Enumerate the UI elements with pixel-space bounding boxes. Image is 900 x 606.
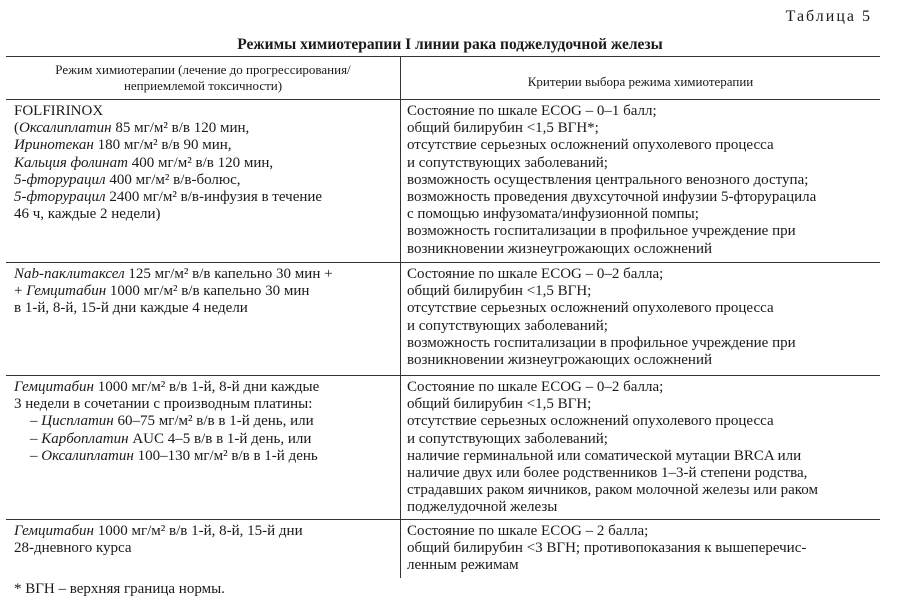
- drug-name: Оксалиплатин: [19, 120, 112, 137]
- criteria-gemcitabine-mono: Состояние по шкале ECOG – 2 балла; общий билирубин <3 ВГН; противопоказания к вышеперечис- ленным режимам: [407, 523, 807, 574]
- header-regimen-line: Режим химиотерапии (лечение до прогрессирования/: [55, 62, 351, 77]
- header-regimen: [6, 62, 400, 94]
- criteria-gemcitabine-platinum: Состояние по шкале ECOG – 0–2 балла; общий билирубин <1,5 ВГН; отсутствие серьезных осложнений опухолевого процесса и сопутствующих заболеваний; наличие герминальной или соматической мутации BRCA или наличие двух или более родственников 1–3-й степени родства, страдавших раком яичников, раком молочной железы или раком поджелудочной железы: [407, 379, 818, 516]
- table-number: Таблица 5: [785, 8, 872, 25]
- row-divider: [6, 375, 880, 376]
- drug-name: 5-фторурацил: [14, 189, 106, 206]
- regimen-folfirinox: FOLFIRINOX (Оксалиплатин 85 мг/м² в/в 120 мин, Иринотекан 180 мг/м² в/в 90 мин, Кальция фолинат 400 мг/м² в/в 120 мин, 5-фторурацил 400 мг/м² в/в-болюс, 5-фторурацил 2400 мг/м² в/в-инфузия в течение 46 ч, каждые 2 недели): [14, 103, 323, 223]
- footnote: * ВГН – верхняя граница нормы.: [14, 581, 225, 597]
- regimen-title: FOLFIRINOX: [14, 103, 104, 119]
- drug-name: Гемцитабин: [14, 379, 94, 395]
- drug-name: Гемцитабин: [26, 283, 107, 300]
- drug-name: Иринотекан: [14, 137, 94, 154]
- drug-name: Гемцитабин: [14, 523, 94, 539]
- regimen-gemcitabine-platinum: Гемцитабин 1000 мг/м² в/в 1-й, 8-й дни каждые 3 недели в сочетании с производным платины: – Цисплатин 60–75 мг/м² в/в в 1-й день, или – Карбоплатин AUC 4–5 в/в в 1-й день, или – Оксалиплатин 100–130 мг/м² в/в в 1-й день: [14, 379, 320, 464]
- criteria-folfirinox: Состояние по шкале ECOG – 0–1 балл; общий билирубин <1,5 ВГН*; отсутствие серьезных осложнений опухолевого процесса и сопутствующих заболеваний; возможность осуществления центрального венозного доступа; возможность проведения двухсуточной инфузии 5-фторурацила с помощью инфузомата/инфузионной помпы; возможность госпитализации в профильное учреждение при возникновении жизнеугрожающих осложнений: [407, 103, 817, 257]
- table-caption: Режимы химиотерапии I линии рака поджелудочной железы: [237, 36, 663, 53]
- criteria-nab-paclitaxel: Состояние по шкале ECOG – 0–2 балла; общий билирубин <1,5 ВГН; отсутствие серьезных осложнений опухолевого процесса и сопутствующих заболеваний; возможность госпитализации в профильное учреждение при возникновении жизнеугрожающих осложнений: [407, 266, 796, 369]
- drug-name: 5-фторурацил: [14, 171, 106, 188]
- row-divider: [6, 519, 880, 520]
- regimen-gemcitabine-mono: Гемцитабин 1000 мг/м² в/в 1-й, 8-й, 15-й дни 28-дневного курса: [14, 523, 303, 557]
- header-bottom-border: [6, 99, 880, 100]
- header-criteria: Критерии выбора режима химиотерапии: [527, 74, 754, 89]
- table-top-border: [6, 56, 880, 57]
- drug-name: Кальция фолинат: [14, 154, 128, 171]
- drug-name: Оксалиплатин: [41, 447, 134, 464]
- drug-name: Nab-паклитаксел: [14, 266, 125, 282]
- regimen-nab-paclitaxel: Nab-паклитаксел 125 мг/м² в/в капельно 30 мин + + Гемцитабин 1000 мг/м² в/в капельно 30 мин в 1-й, 8-й, 15-й дни каждые 4 недели: [14, 266, 333, 317]
- row-divider: [6, 262, 880, 263]
- column-divider: [400, 56, 401, 578]
- drug-name: Карбоплатин: [41, 430, 129, 447]
- header-regimen-line: неприемлемой токсичности): [123, 78, 283, 93]
- drug-name: Цисплатин: [41, 413, 114, 430]
